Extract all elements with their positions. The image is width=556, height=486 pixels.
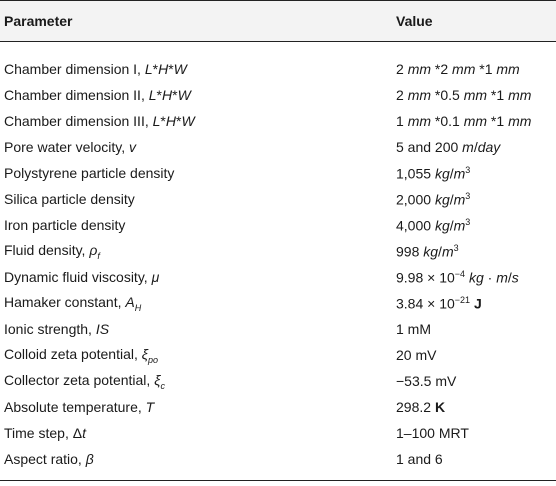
value-cell: $3.84 \times 10^{-21}$ J: [396, 294, 482, 312]
header-parameter: Parameter: [0, 1, 390, 42]
table-row: [0, 160, 556, 186]
param-cell: Chamber dimension II, L*H*W: [4, 87, 191, 103]
value-cell: 1 mm *0.1 mm *1 mm: [396, 113, 532, 129]
param-cell: Time step, Δt: [4, 425, 86, 441]
table-row: [0, 42, 556, 83]
param-cell: Dynamic fluid viscosity, μ: [4, 269, 160, 285]
param-cell: Colloid zeta potential, $\xi_{po}$: [4, 345, 159, 365]
param-cell: Polystyrene particle density: [4, 165, 175, 181]
value-cell: 1 and 6: [390, 446, 556, 481]
table-row: [0, 342, 556, 368]
param-cell: Pore water velocity, v: [4, 139, 137, 155]
param-cell: Chamber dimension I, L*H*W: [4, 61, 187, 77]
table-row: [0, 108, 556, 134]
table-row: [0, 264, 556, 290]
table-row: [0, 394, 556, 420]
param-cell: Chamber dimension III, L*H*W: [4, 113, 195, 129]
param-cell: Silica particle density: [4, 191, 135, 207]
value-cell: 298.2 K: [396, 399, 446, 415]
value-cell: 20 mV: [396, 347, 437, 363]
value-cell: 2 mm *0.5 mm *1 mm: [396, 87, 532, 103]
value-cell: −53.5 mV: [396, 373, 457, 389]
table-row: [0, 316, 556, 342]
param-cell: Aspect ratio, β: [0, 446, 390, 481]
param-cell: Fluid density, $\rho_f$: [4, 241, 100, 261]
value-cell: 4,000 $kg/m^3$: [396, 216, 471, 234]
table-row: [0, 82, 556, 108]
table-row: [0, 420, 556, 446]
value-cell: $9.98 \times 10^{-4}$ kg · m/s: [396, 268, 519, 286]
value-cell: 2 mm *2 mm *1 mm: [396, 61, 520, 77]
table-header-row: [0, 1, 556, 42]
table-row: [0, 238, 556, 264]
param-cell: Hamaker constant, $A_H$: [4, 293, 142, 313]
param-cell: Absolute temperature, T: [4, 399, 155, 415]
value-cell: 1 mM: [396, 321, 431, 337]
table-row: [0, 186, 556, 212]
table-row: [0, 368, 556, 394]
value-cell: 2,000 $kg/m^3$: [396, 190, 471, 208]
param-cell: Iron particle density: [4, 217, 126, 233]
header-value: Value: [390, 1, 556, 42]
value-cell: 1,055 $kg/m^3$: [396, 164, 471, 182]
value-cell: 5 and 200 m/day: [396, 139, 501, 155]
value-cell: 998 $kg/m^3$: [396, 242, 459, 260]
value-cell: 1–100 MRT: [396, 425, 469, 441]
table-row: [0, 290, 556, 316]
table-row: [0, 446, 556, 481]
param-cell: Collector zeta potential, $\xi_c$: [4, 371, 165, 391]
table-row: [0, 134, 556, 160]
param-cell: Ionic strength, IS: [4, 321, 110, 337]
table-row: [0, 212, 556, 238]
